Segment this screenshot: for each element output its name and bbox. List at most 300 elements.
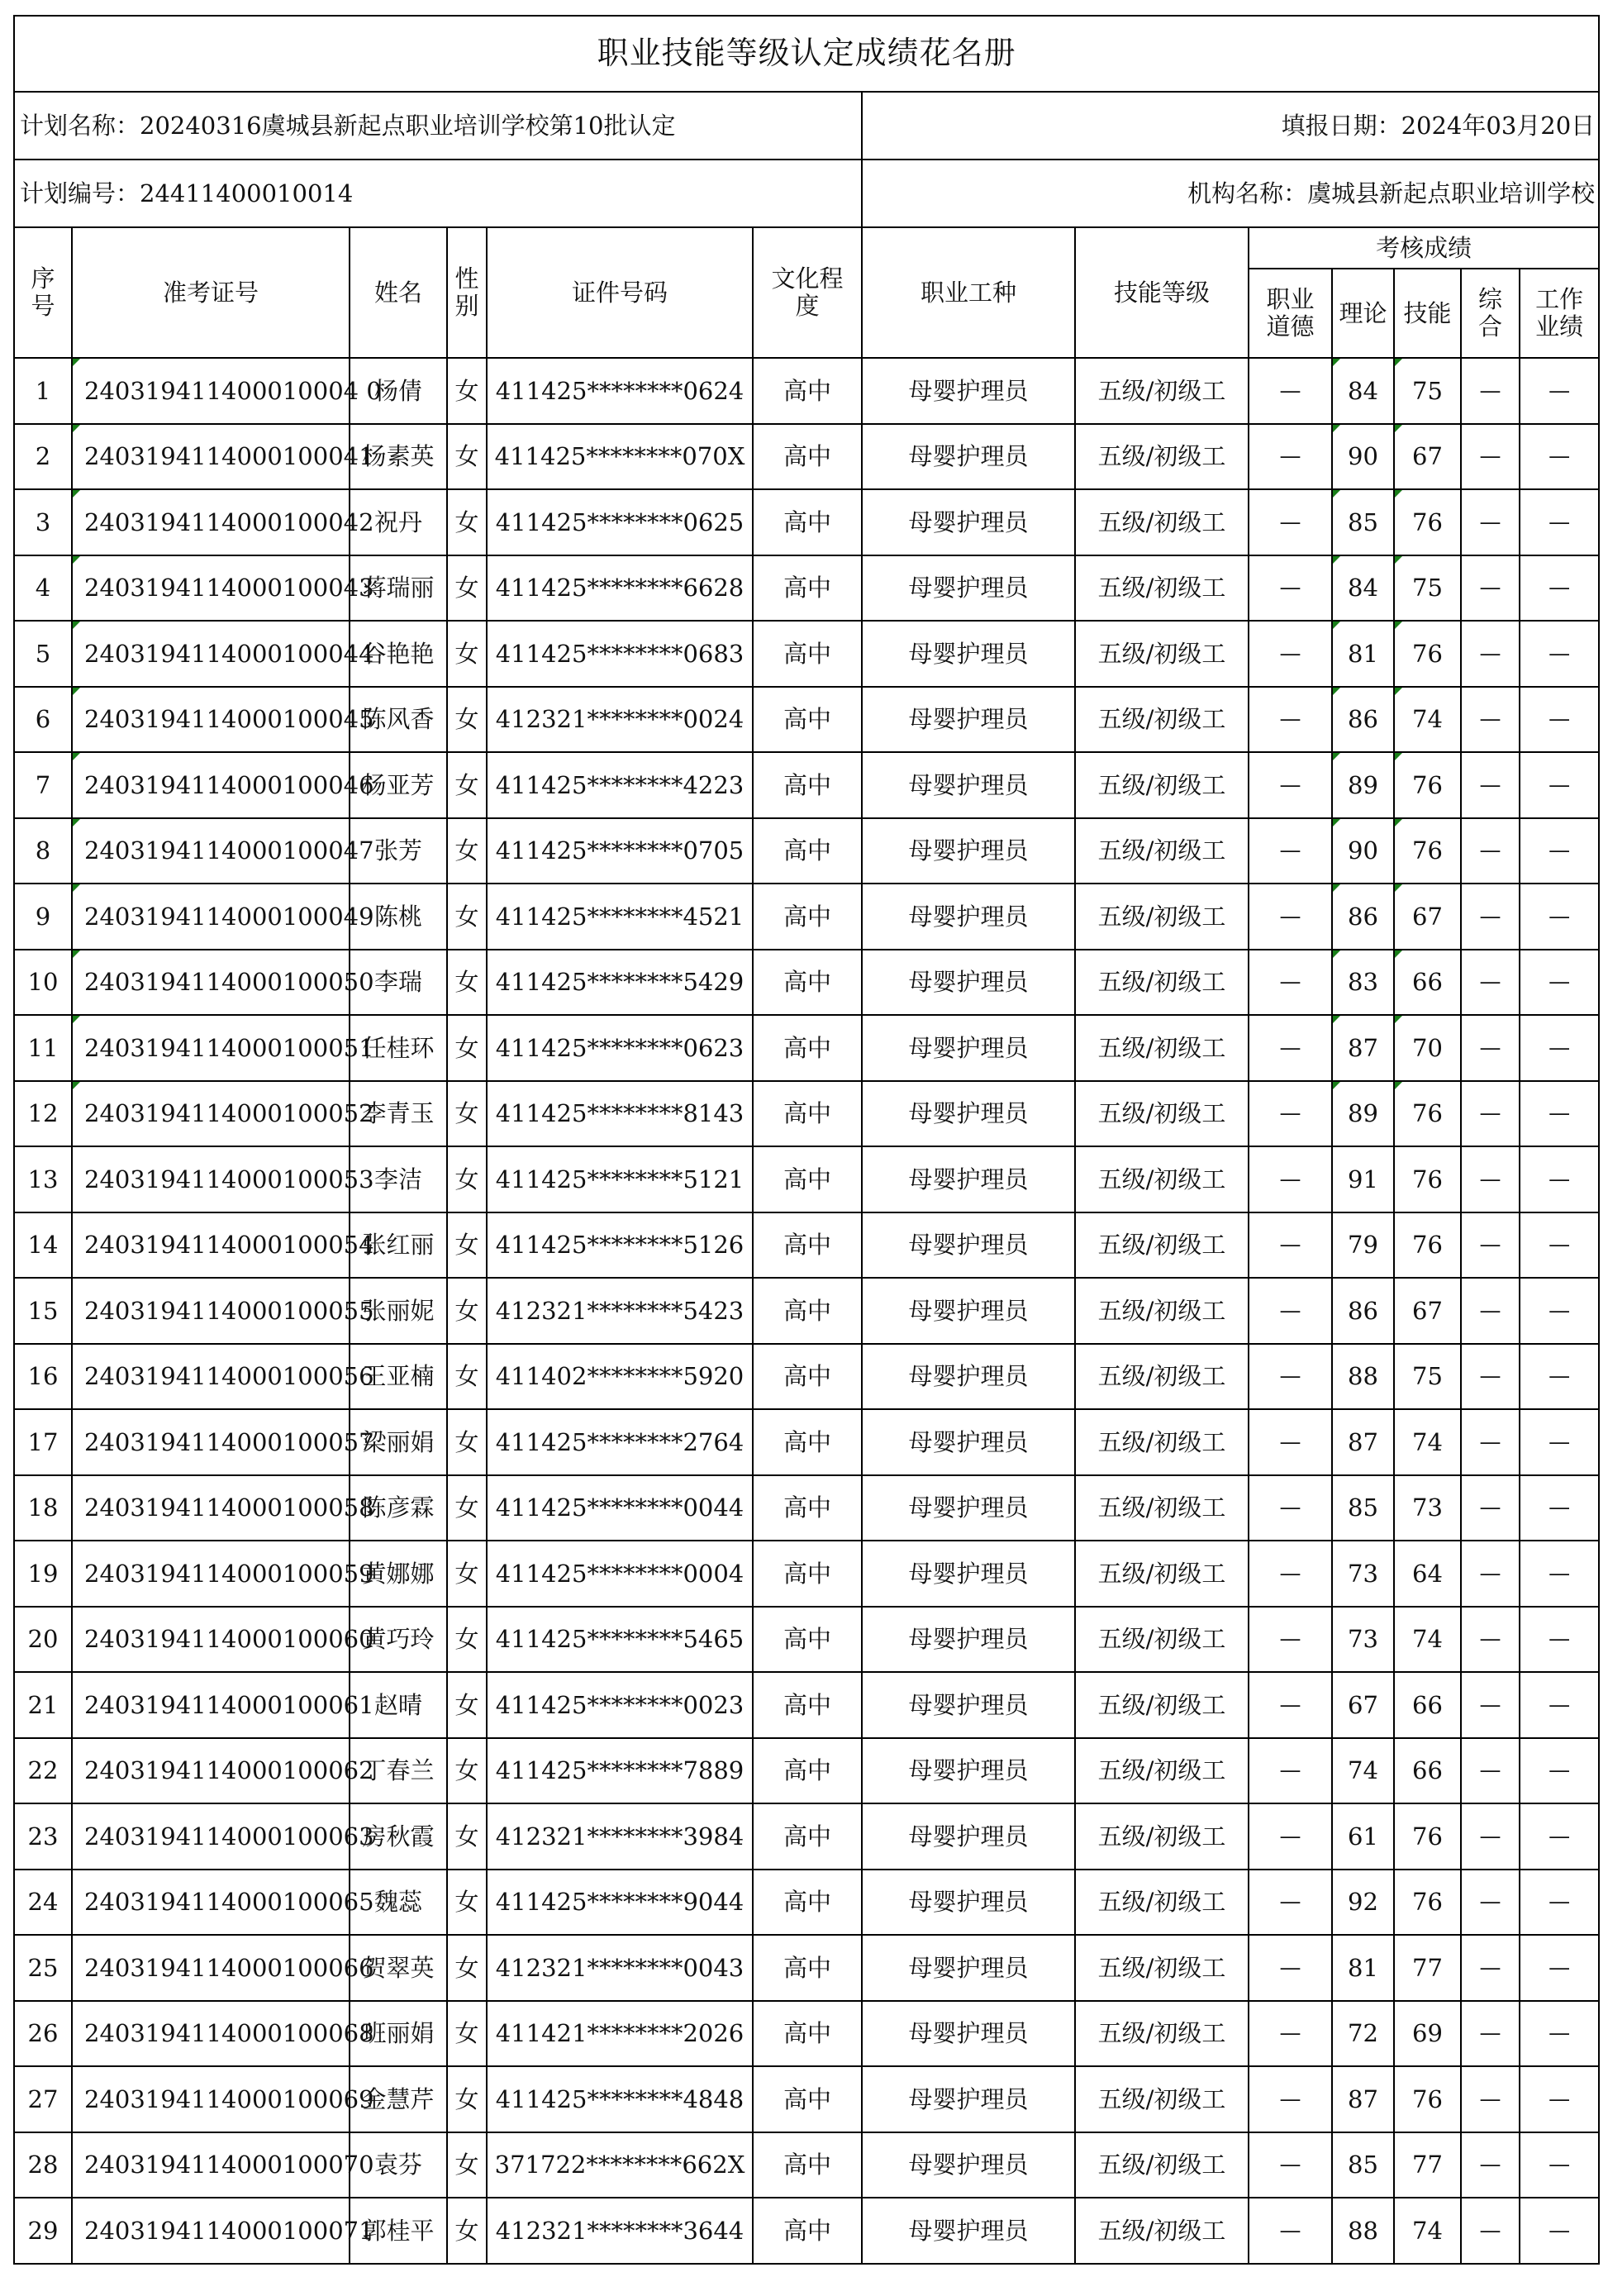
theory-score-cell: 90 [1332,818,1394,884]
skill-level-cell: 五级/初级工 [1075,2198,1249,2264]
skill-score-cell: 74 [1394,687,1461,753]
gender-cell: 女 [447,1015,487,1081]
skill-level-cell: 五级/初级工 [1075,2001,1249,2067]
skill-level-cell: 五级/初级工 [1075,1081,1249,1147]
skill-score-cell: 77 [1394,1935,1461,2001]
work-performance-cell: — [1520,2001,1599,2067]
skill-score-cell: 75 [1394,1344,1461,1410]
seq-cell: 25 [14,1935,72,2001]
work-performance-cell: — [1520,1803,1599,1870]
name-cell: 张芳 [350,818,447,884]
table-row [14,1146,1599,1212]
ethics-score-cell: — [1249,555,1332,622]
table-row [14,1081,1599,1147]
id-no-cell: 411425********7889 [487,1738,753,1804]
ethics-score-cell: — [1249,2132,1332,2198]
seq-cell: 24 [14,1870,72,1936]
seq-cell: 19 [14,1541,72,1607]
exam-no-cell: 2403194114000100066 [72,1935,350,2001]
education-cell: 高中 [753,489,862,555]
table-row [14,1541,1599,1607]
plan-code: 计划编号：24411400010014 [14,160,862,227]
occupation-cell: 母婴护理员 [862,1081,1075,1147]
education-cell: 高中 [753,1475,862,1541]
education-cell: 高中 [753,1935,862,2001]
work-performance-cell: — [1520,1541,1599,1607]
comprehensive-score-cell: — [1461,1870,1520,1936]
name-cell: 班丽娟 [350,2001,447,2067]
skill-score-cell: 70 [1394,1015,1461,1081]
education-cell: 高中 [753,884,862,950]
theory-score-cell: 74 [1332,1738,1394,1804]
header-education-label: 文化程度 [771,264,844,320]
theory-score-cell: 90 [1332,424,1394,490]
id-no-cell: 412321********3644 [487,2198,753,2264]
table-row [14,1475,1599,1541]
ethics-score-cell: — [1249,1738,1332,1804]
theory-score-cell: 85 [1332,1475,1394,1541]
education-cell: 高中 [753,687,862,753]
gender-cell: 女 [447,1607,487,1673]
ethics-score-cell: — [1249,358,1332,424]
comprehensive-score-cell: — [1461,752,1520,818]
theory-score-cell: 86 [1332,884,1394,950]
header-gender-label: 性别 [454,264,479,320]
skill-level-cell: 五级/初级工 [1075,358,1249,424]
id-no-cell: 411425********2764 [487,1409,753,1475]
work-performance-cell: — [1520,358,1599,424]
id-no-cell: 412321********3984 [487,1803,753,1870]
gender-cell: 女 [447,2001,487,2067]
seq-cell: 8 [14,818,72,884]
comprehensive-score-cell: — [1461,818,1520,884]
theory-score-cell: 89 [1332,1081,1394,1147]
occupation-cell: 母婴护理员 [862,1935,1075,2001]
page-title: 职业技能等级认定成绩花名册 [14,16,1599,92]
name-cell: 张丽妮 [350,1278,447,1344]
name-cell: 黄巧玲 [350,1607,447,1673]
id-no-cell: 411402********5920 [487,1344,753,1410]
gender-cell: 女 [447,1541,487,1607]
table-row [14,1278,1599,1344]
id-no-cell: 411425********4223 [487,752,753,818]
exam-no-cell: 2403194114000100070 [72,2132,350,2198]
exam-no-cell: 2403194114000100044 [72,621,350,687]
theory-score-cell: 92 [1332,1870,1394,1936]
ethics-score-cell: — [1249,1935,1332,2001]
table-row [14,1672,1599,1738]
name-cell: 李瑞 [350,950,447,1016]
education-cell: 高中 [753,1212,862,1279]
ethics-score-cell: — [1249,1803,1332,1870]
skill-score-cell: 77 [1394,2132,1461,2198]
header-skill: 技能 [1394,269,1461,358]
skill-score-cell: 75 [1394,358,1461,424]
comprehensive-score-cell: — [1461,1409,1520,1475]
gender-cell: 女 [447,752,487,818]
seq-cell: 15 [14,1278,72,1344]
theory-score-cell: 88 [1332,1344,1394,1410]
exam-no-cell: 2403194114000100045 [72,687,350,753]
theory-score-cell: 81 [1332,621,1394,687]
seq-cell: 9 [14,884,72,950]
name-cell: 魏蕊 [350,1870,447,1936]
theory-score-cell: 85 [1332,489,1394,555]
ethics-score-cell: — [1249,1344,1332,1410]
name-cell: 袁芬 [350,2132,447,2198]
work-performance-cell: — [1520,1212,1599,1279]
work-performance-cell: — [1520,1081,1599,1147]
exam-no-cell: 2403194114000100051 [72,1015,350,1081]
comprehensive-score-cell: — [1461,489,1520,555]
comprehensive-score-cell: — [1461,1541,1520,1607]
education-cell: 高中 [753,555,862,622]
id-no-cell: 371722********662X [487,2132,753,2198]
name-cell: 任桂环 [350,1015,447,1081]
work-performance-cell: — [1520,1409,1599,1475]
skill-score-cell: 76 [1394,818,1461,884]
comprehensive-score-cell: — [1461,1146,1520,1212]
seq-cell: 20 [14,1607,72,1673]
name-cell: 张红丽 [350,1212,447,1279]
exam-no-cell: 2403194114000100063 [72,1803,350,1870]
id-no-cell: 411425********0624 [487,358,753,424]
gender-cell: 女 [447,1803,487,1870]
skill-level-cell: 五级/初级工 [1075,687,1249,753]
table-row [14,1935,1599,2001]
work-performance-cell: — [1520,2198,1599,2264]
comprehensive-score-cell: — [1461,555,1520,622]
exam-no-cell: 2403194114000100055 [72,1278,350,1344]
table-row [14,752,1599,818]
education-cell: 高中 [753,1278,862,1344]
occupation-cell: 母婴护理员 [862,1672,1075,1738]
gender-cell: 女 [447,1475,487,1541]
education-cell: 高中 [753,1870,862,1936]
theory-score-cell: 87 [1332,2066,1394,2132]
comprehensive-score-cell: — [1461,621,1520,687]
work-performance-cell: — [1520,489,1599,555]
gender-cell: 女 [447,1672,487,1738]
skill-level-cell: 五级/初级工 [1075,1212,1249,1279]
work-performance-cell: — [1520,1935,1599,2001]
education-cell: 高中 [753,1672,862,1738]
seq-cell: 7 [14,752,72,818]
seq-cell: 1 [14,358,72,424]
occupation-cell: 母婴护理员 [862,1870,1075,1936]
table-row [14,818,1599,884]
seq-cell: 10 [14,950,72,1016]
occupation-cell: 母婴护理员 [862,621,1075,687]
exam-no-cell: 2403194114000100046 [72,752,350,818]
id-no-cell: 411425********5121 [487,1146,753,1212]
ethics-score-cell: — [1249,621,1332,687]
table-row [14,1409,1599,1475]
id-no-cell: 411425********5126 [487,1212,753,1279]
skill-score-cell: 76 [1394,2066,1461,2132]
occupation-cell: 母婴护理员 [862,358,1075,424]
education-cell: 高中 [753,2132,862,2198]
seq-cell: 26 [14,2001,72,2067]
theory-score-cell: 81 [1332,1935,1394,2001]
gender-cell: 女 [447,687,487,753]
exam-no-cell: 2403194114000100059 [72,1541,350,1607]
ethics-score-cell: — [1249,489,1332,555]
education-cell: 高中 [753,1081,862,1147]
skill-score-cell: 67 [1394,424,1461,490]
id-no-cell: 412321********5423 [487,1278,753,1344]
occupation-cell: 母婴护理员 [862,818,1075,884]
ethics-score-cell: — [1249,1015,1332,1081]
id-no-cell: 411425********0705 [487,818,753,884]
table-row [14,2066,1599,2132]
comprehensive-score-cell: — [1461,2066,1520,2132]
ethics-score-cell: — [1249,1607,1332,1673]
ethics-score-cell: — [1249,1278,1332,1344]
theory-score-cell: 84 [1332,358,1394,424]
work-performance-cell: — [1520,1015,1599,1081]
seq-cell: 16 [14,1344,72,1410]
name-cell: 杨倩 [350,358,447,424]
occupation-cell: 母婴护理员 [862,687,1075,753]
skill-level-cell: 五级/初级工 [1075,1409,1249,1475]
work-performance-cell: — [1520,555,1599,622]
education-cell: 高中 [753,2066,862,2132]
id-no-cell: 411425********5429 [487,950,753,1016]
name-cell: 赵晴 [350,1672,447,1738]
name-cell: 陈风香 [350,687,447,753]
exam-no-cell: 2403194114000100057 [72,1409,350,1475]
header-gender [447,227,487,358]
gender-cell: 女 [447,1409,487,1475]
gender-cell: 女 [447,1870,487,1936]
exam-no-cell: 2403194114000100071 [72,2198,350,2264]
name-cell: 谷艳艳 [350,621,447,687]
skill-score-cell: 76 [1394,1870,1461,1936]
work-performance-cell: — [1520,884,1599,950]
comprehensive-score-cell: — [1461,1278,1520,1344]
table-row [14,424,1599,490]
comprehensive-score-cell: — [1461,358,1520,424]
education-cell: 高中 [753,1409,862,1475]
occupation-cell: 母婴护理员 [862,884,1075,950]
education-cell: 高中 [753,2001,862,2067]
theory-score-cell: 86 [1332,687,1394,753]
table-row [14,1607,1599,1673]
occupation-cell: 母婴护理员 [862,1409,1075,1475]
occupation-cell: 母婴护理员 [862,555,1075,622]
name-cell: 郭桂平 [350,2198,447,2264]
skill-score-cell: 67 [1394,1278,1461,1344]
skill-level-cell: 五级/初级工 [1075,1870,1249,1936]
skill-score-cell: 75 [1394,555,1461,622]
work-performance-cell: — [1520,1607,1599,1673]
name-cell: 丁春兰 [350,1738,447,1804]
skill-level-cell: 五级/初级工 [1075,1146,1249,1212]
name-cell: 房秋霞 [350,1803,447,1870]
seq-cell: 12 [14,1081,72,1147]
theory-score-cell: 91 [1332,1146,1394,1212]
work-performance-cell: — [1520,818,1599,884]
occupation-cell: 母婴护理员 [862,424,1075,490]
skill-level-cell: 五级/初级工 [1075,2132,1249,2198]
skill-score-cell: 64 [1394,1541,1461,1607]
id-no-cell: 411425********0683 [487,621,753,687]
name-cell: 陈桃 [350,884,447,950]
gender-cell: 女 [447,1278,487,1344]
gender-cell: 女 [447,950,487,1016]
id-no-cell: 411425********0004 [487,1541,753,1607]
occupation-cell: 母婴护理员 [862,1475,1075,1541]
comprehensive-score-cell: — [1461,1344,1520,1410]
table-row [14,358,1599,424]
gender-cell: 女 [447,1212,487,1279]
seq-cell: 11 [14,1015,72,1081]
name-cell: 李青玉 [350,1081,447,1147]
id-no-cell: 411425********0625 [487,489,753,555]
skill-level-cell: 五级/初级工 [1075,1541,1249,1607]
skill-score-cell: 76 [1394,1803,1461,1870]
comprehensive-score-cell: — [1461,1212,1520,1279]
comprehensive-score-cell: — [1461,950,1520,1016]
education-cell: 高中 [753,1738,862,1804]
ethics-score-cell: — [1249,687,1332,753]
education-cell: 高中 [753,424,862,490]
table-row [14,555,1599,622]
comprehensive-score-cell: — [1461,1803,1520,1870]
skill-level-cell: 五级/初级工 [1075,621,1249,687]
occupation-cell: 母婴护理员 [862,2066,1075,2132]
name-cell: 梁丽娟 [350,1409,447,1475]
comprehensive-score-cell: — [1461,424,1520,490]
exam-no-cell: 2403194114000100042 [72,489,350,555]
exam-no-cell: 2403194114000100058 [72,1475,350,1541]
seq-cell: 17 [14,1409,72,1475]
name-cell: 杨素英 [350,424,447,490]
table-row [14,884,1599,950]
education-cell: 高中 [753,2198,862,2264]
exam-no-cell: 2403194114000100043 [72,555,350,622]
exam-no-cell: 2403194114000100065 [72,1870,350,1936]
header-comprehensive [1461,269,1520,358]
ethics-score-cell: — [1249,1409,1332,1475]
header-ethics [1249,269,1332,358]
header-work-performance [1520,269,1599,358]
ethics-score-cell: — [1249,2198,1332,2264]
skill-score-cell: 76 [1394,621,1461,687]
seq-cell: 28 [14,2132,72,2198]
gender-cell: 女 [447,555,487,622]
gender-cell: 女 [447,1935,487,2001]
comprehensive-score-cell: — [1461,1015,1520,1081]
exam-no-cell: 2403194114000100062 [72,1738,350,1804]
skill-level-cell: 五级/初级工 [1075,950,1249,1016]
occupation-cell: 母婴护理员 [862,1738,1075,1804]
work-performance-cell: — [1520,1475,1599,1541]
skill-level-cell: 五级/初级工 [1075,1015,1249,1081]
exam-no-cell: 2403194114000100049 [72,884,350,950]
table-row [14,950,1599,1016]
id-no-cell: 411425********5465 [487,1607,753,1673]
table-row [14,1344,1599,1410]
skill-score-cell: 74 [1394,2198,1461,2264]
theory-score-cell: 87 [1332,1409,1394,1475]
ethics-score-cell: — [1249,752,1332,818]
theory-score-cell: 89 [1332,752,1394,818]
gender-cell: 女 [447,1344,487,1410]
table-row [14,2198,1599,2264]
skill-score-cell: 73 [1394,1475,1461,1541]
ethics-score-cell: — [1249,1870,1332,1936]
name-cell: 祝丹 [350,489,447,555]
skill-level-cell: 五级/初级工 [1075,1803,1249,1870]
name-cell: 金慧芹 [350,2066,447,2132]
skill-level-cell: 五级/初级工 [1075,555,1249,622]
comprehensive-score-cell: — [1461,1607,1520,1673]
name-cell: 黄娜娜 [350,1541,447,1607]
work-performance-cell: — [1520,1344,1599,1410]
table-row [14,2001,1599,2067]
work-performance-cell: — [1520,1672,1599,1738]
exam-no-cell: 2403194114000100056 [72,1344,350,1410]
comprehensive-score-cell: — [1461,1738,1520,1804]
work-performance-cell: — [1520,1146,1599,1212]
header-work-performance-label: 工作业绩 [1535,284,1584,341]
work-performance-cell: — [1520,1870,1599,1936]
ethics-score-cell: — [1249,1081,1332,1147]
exam-no-cell: 2403194114000100053 [72,1146,350,1212]
ethics-score-cell: — [1249,1541,1332,1607]
seq-cell: 29 [14,2198,72,2264]
name-cell: 陈彦霖 [350,1475,447,1541]
exam-no-cell: 2403194114000100041 [72,424,350,490]
skill-level-cell: 五级/初级工 [1075,752,1249,818]
occupation-cell: 母婴护理员 [862,1607,1075,1673]
theory-score-cell: 73 [1332,1607,1394,1673]
education-cell: 高中 [753,1541,862,1607]
id-no-cell: 411425********0044 [487,1475,753,1541]
comprehensive-score-cell: — [1461,1935,1520,2001]
id-no-cell: 412321********0043 [487,1935,753,2001]
education-cell: 高中 [753,1015,862,1081]
comprehensive-score-cell: — [1461,2132,1520,2198]
gender-cell: 女 [447,489,487,555]
theory-score-cell: 73 [1332,1541,1394,1607]
header-id-no: 证件号码 [487,227,753,358]
seq-cell: 13 [14,1146,72,1212]
exam-no-cell: 2403194114000100060 [72,1607,350,1673]
header-exam-no: 准考证号 [72,227,350,358]
header-skill-level: 技能等级 [1075,227,1249,358]
comprehensive-score-cell: — [1461,2198,1520,2264]
id-no-cell: 411425********0023 [487,1672,753,1738]
gender-cell: 女 [447,358,487,424]
skill-level-cell: 五级/初级工 [1075,818,1249,884]
occupation-cell: 母婴护理员 [862,1541,1075,1607]
work-performance-cell: — [1520,424,1599,490]
id-no-cell: 411425********070X [487,424,753,490]
skill-level-cell: 五级/初级工 [1075,424,1249,490]
occupation-cell: 母婴护理员 [862,1015,1075,1081]
skill-score-cell: 76 [1394,1146,1461,1212]
ethics-score-cell: — [1249,1212,1332,1279]
theory-score-cell: 61 [1332,1803,1394,1870]
seq-cell: 21 [14,1672,72,1738]
exam-no-cell: 2403194114000100061 [72,1672,350,1738]
skill-score-cell: 69 [1394,2001,1461,2067]
id-no-cell: 411425********0623 [487,1015,753,1081]
comprehensive-score-cell: — [1461,1081,1520,1147]
